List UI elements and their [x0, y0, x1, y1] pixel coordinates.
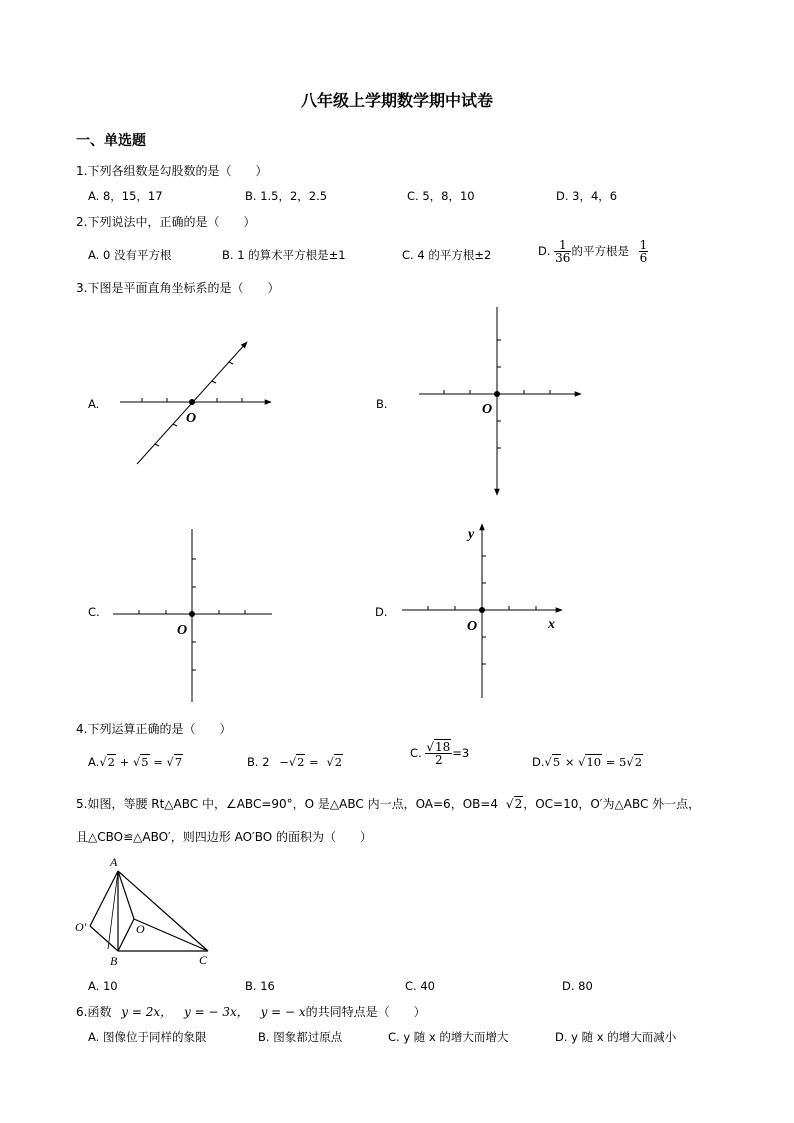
- q5-option-b: B. 16: [245, 979, 275, 993]
- segment-ob: [118, 919, 134, 951]
- q3-figure-b: [419, 307, 581, 495]
- q3-option-b: B.: [376, 397, 388, 411]
- q5-stem-line1: 5.如图，等腰 Rt△ABC 中，∠ABC=90°，O 是△ABC 内一点，OA=6，OB=4 √2，OC=10，O′为△ABC 外一点，: [76, 797, 701, 811]
- segment-oc: [134, 919, 208, 951]
- q1-option-a: A. 8，15，17: [88, 189, 163, 203]
- q6-stem: 6.函数 y = 2x， y = − 3x， y = − x的共同特点是（ ）: [76, 1005, 426, 1019]
- q1-stem: 1.下列各组数是勾股数的是（ ）: [76, 164, 268, 178]
- point-o-label: O: [136, 922, 145, 936]
- q3-option-c: C.: [88, 605, 100, 619]
- figure-d-x-label: x: [548, 617, 555, 632]
- figure-c-origin-label: O: [177, 623, 188, 638]
- q4-option-c: C. $\frac{√18}{2}$ =3: [410, 740, 470, 767]
- q1-option-d: D. 3，4，6: [556, 189, 618, 203]
- q5-stem-line2: 且△CBO≌△ABO′，则四边形 AO′BO 的面积为（ ）: [76, 830, 373, 844]
- point-c-label: C: [199, 953, 208, 967]
- page-title: 八年级上学期数学期中试卷: [300, 91, 493, 110]
- figure-b-origin-dot: [494, 391, 500, 397]
- figure-d-origin-dot: [479, 607, 485, 613]
- section-heading: 一、单选题: [76, 133, 146, 149]
- q2-d-prefix: D.: [538, 244, 551, 258]
- q3-option-d: D.: [375, 605, 388, 619]
- segment-o-prime-b: [90, 926, 118, 951]
- q3-option-a: A.: [88, 397, 100, 411]
- q6-option-a: A. 图像位于同样的象限: [88, 1030, 207, 1044]
- figure-a-origin-label: O: [186, 411, 197, 426]
- segment-a-b-inner: [108, 871, 118, 949]
- figure-b-origin-label: O: [482, 402, 493, 417]
- point-a-label: A: [110, 855, 118, 869]
- q5-option-c: C. 40: [405, 979, 435, 993]
- point-b-label: B: [110, 954, 118, 968]
- figure-a-origin-dot: [189, 399, 195, 405]
- q2-d-fraction-1: $\frac{1}{36}$: [555, 238, 571, 265]
- q3-stem: 3.下图是平面直角坐标系的是（ ）: [76, 281, 280, 295]
- point-o-prime-label: O′: [75, 920, 87, 934]
- q1-option-c: C. 5，8，10: [407, 189, 475, 203]
- q5-option-d: D. 80: [562, 979, 593, 993]
- q6-option-b: B. 图象都过原点: [258, 1030, 343, 1044]
- figure-d-y-label: y: [468, 527, 475, 542]
- q4-option-a: A.√2 + √5 = √7: [88, 755, 183, 769]
- q2-option-a: A. 0 没有平方根: [88, 248, 172, 262]
- q2-option-c: C. 4 的平方根±2: [402, 248, 492, 262]
- q1-option-b: B. 1.5，2，2.5: [245, 189, 328, 203]
- q2-option-b: B. 1 的算术平方根是±1: [222, 248, 346, 262]
- q2-stem: 2.下列说法中，正确的是（ ）: [76, 215, 256, 229]
- q2-d-fraction-2: $\frac{1}{6}$: [639, 238, 648, 265]
- q2-d-text: 的平方根是: [571, 244, 629, 258]
- q3-figure-a: [120, 342, 271, 464]
- q5-option-a: A. 10: [88, 979, 118, 993]
- q4-option-b: B. 2 −√2 = √2: [247, 755, 343, 769]
- q4-option-d: D.√5 × √10 = 5√2: [532, 755, 643, 769]
- q6-option-d: D. y 随 x 的增大而减小: [555, 1030, 677, 1044]
- segment-ao-prime: [90, 871, 118, 926]
- figure-d-origin-label: O: [467, 619, 478, 634]
- q6-option-c: C. y 随 x 的增大而增大: [388, 1030, 509, 1044]
- q5-figure: [90, 871, 208, 951]
- figure-c-origin-dot: [189, 611, 195, 617]
- q4-stem: 4.下列运算正确的是（ ）: [76, 722, 232, 736]
